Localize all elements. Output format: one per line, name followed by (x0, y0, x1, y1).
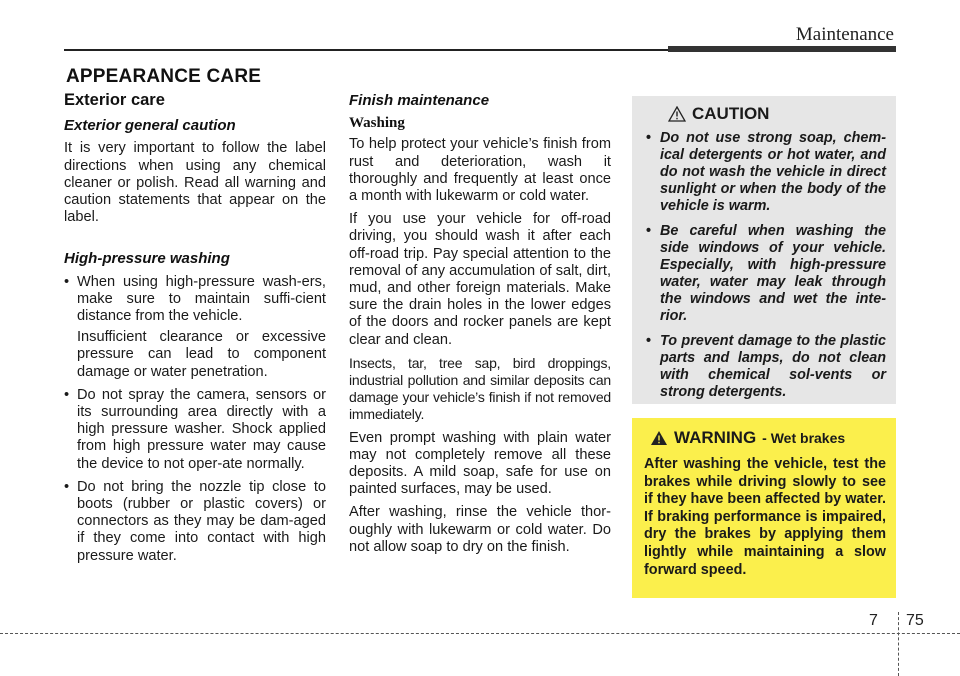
list-item: • Do not use strong soap, chem-ical detergents or hot water, and do not wash the vehicle in direct sunlight or when the body of the vehicle is warm. (644, 130, 886, 215)
washing-paragraph-3: Insects, tar, tree sap, bird droppings, industrial pollution and similar deposits can damage your vehicle’s finish if not removed immediately. (349, 354, 611, 423)
warning-text: After washing the vehicle, test the brakes while driving slowly to see if they have been affected by water. If braking performance is impaired, dry the brakes by applying them lightly while maintaining a slow forward speed. (644, 456, 886, 578)
footer-divider (898, 612, 899, 676)
header-rule (64, 49, 668, 51)
middle-column (349, 92, 611, 562)
warning-title (650, 428, 886, 448)
exterior-general-caution-heading: Exterior general caution (64, 117, 236, 135)
washing-label: Washing (349, 115, 405, 132)
high-pressure-washing-heading: High-pressure washing (64, 250, 230, 268)
bullet-text: When using high-pressure wash-ers, make sure to maintain suffi-cient distance from the vehicle. (77, 273, 326, 325)
list-item: • To prevent damage to the plastic parts and lamps, do not clean with chemical sol-vents or strong detergents. (644, 333, 886, 401)
caution-list (644, 130, 886, 401)
caution-title-text: CAUTION (692, 104, 770, 123)
list-item (64, 274, 326, 381)
header-title: Maintenance (795, 24, 894, 45)
bullet-text: Do not bring the nozzle tip close to boots (rubber or plastic covers) or connectors as they may be dam-aged if they come into contact with high pressure water. (77, 478, 326, 564)
bullet-text: Do not spray the camera, sensors or its surrounding area directly with a high pressure washer. Shock applied from high pressure water may cause the device to not oper-ate normally. (77, 386, 326, 472)
exterior-caution-paragraph: It is very important to follow the label directions when using any chemical cleaner or polish. Read all warning and caution statements that appear on the label. (64, 140, 326, 226)
washing-paragraph-4: Even prompt washing with plain water may not completely remove all these deposits. A mild soap, safe for use on painted surfaces, may be used. (349, 429, 611, 498)
finish-maintenance-heading: Finish maintenance (349, 92, 490, 109)
warning-box (632, 418, 896, 598)
list-item (64, 479, 326, 565)
header-bar (668, 46, 896, 52)
page-number: 75 (906, 612, 924, 629)
left-column (64, 92, 326, 571)
chapter-number: 7 (869, 612, 878, 629)
warning-title-text: WARNING (674, 428, 757, 447)
caution-box (632, 96, 896, 404)
list-item: • Be careful when washing the side windows of your vehicle. Especially, with high-pressure water, water may leak through the windows and wet the inte-rior. (644, 223, 886, 325)
caution-title (668, 104, 886, 124)
high-pressure-list (64, 274, 326, 565)
section-title: APPEARANCE CARE (66, 66, 262, 87)
warning-subtitle: - Wet brakes (762, 430, 846, 446)
caution-triangle-icon (668, 106, 686, 122)
warning-triangle-icon (650, 430, 668, 446)
exterior-care-heading: Exterior care (64, 91, 165, 109)
list-item (64, 387, 326, 473)
washing-paragraph-1: To help protect your vehicle’s finish from rust and deterioration, wash it thoroughly and frequently at least once a month with lukewarm or cold water. (349, 136, 611, 205)
washing-paragraph-5: After washing, rinse the vehicle thor-oughly with lukewarm or cold water. Do not allow soap to dry on the finish. (349, 504, 611, 555)
washing-paragraph-2: If you use your vehicle for off-road driving, you should wash it after each off-road trip. Pay special attention to the removal of any accumulation of salt, dirt, mud, and other foreign materials. Make sure the drain holes in the lower edges of the doors and rocker panels are kept clear and clean. (349, 211, 611, 348)
footer-rule (0, 633, 960, 634)
bullet-subtext: Insufficient clearance or excessive pressure can lead to component damage or water penetration. (77, 329, 326, 380)
